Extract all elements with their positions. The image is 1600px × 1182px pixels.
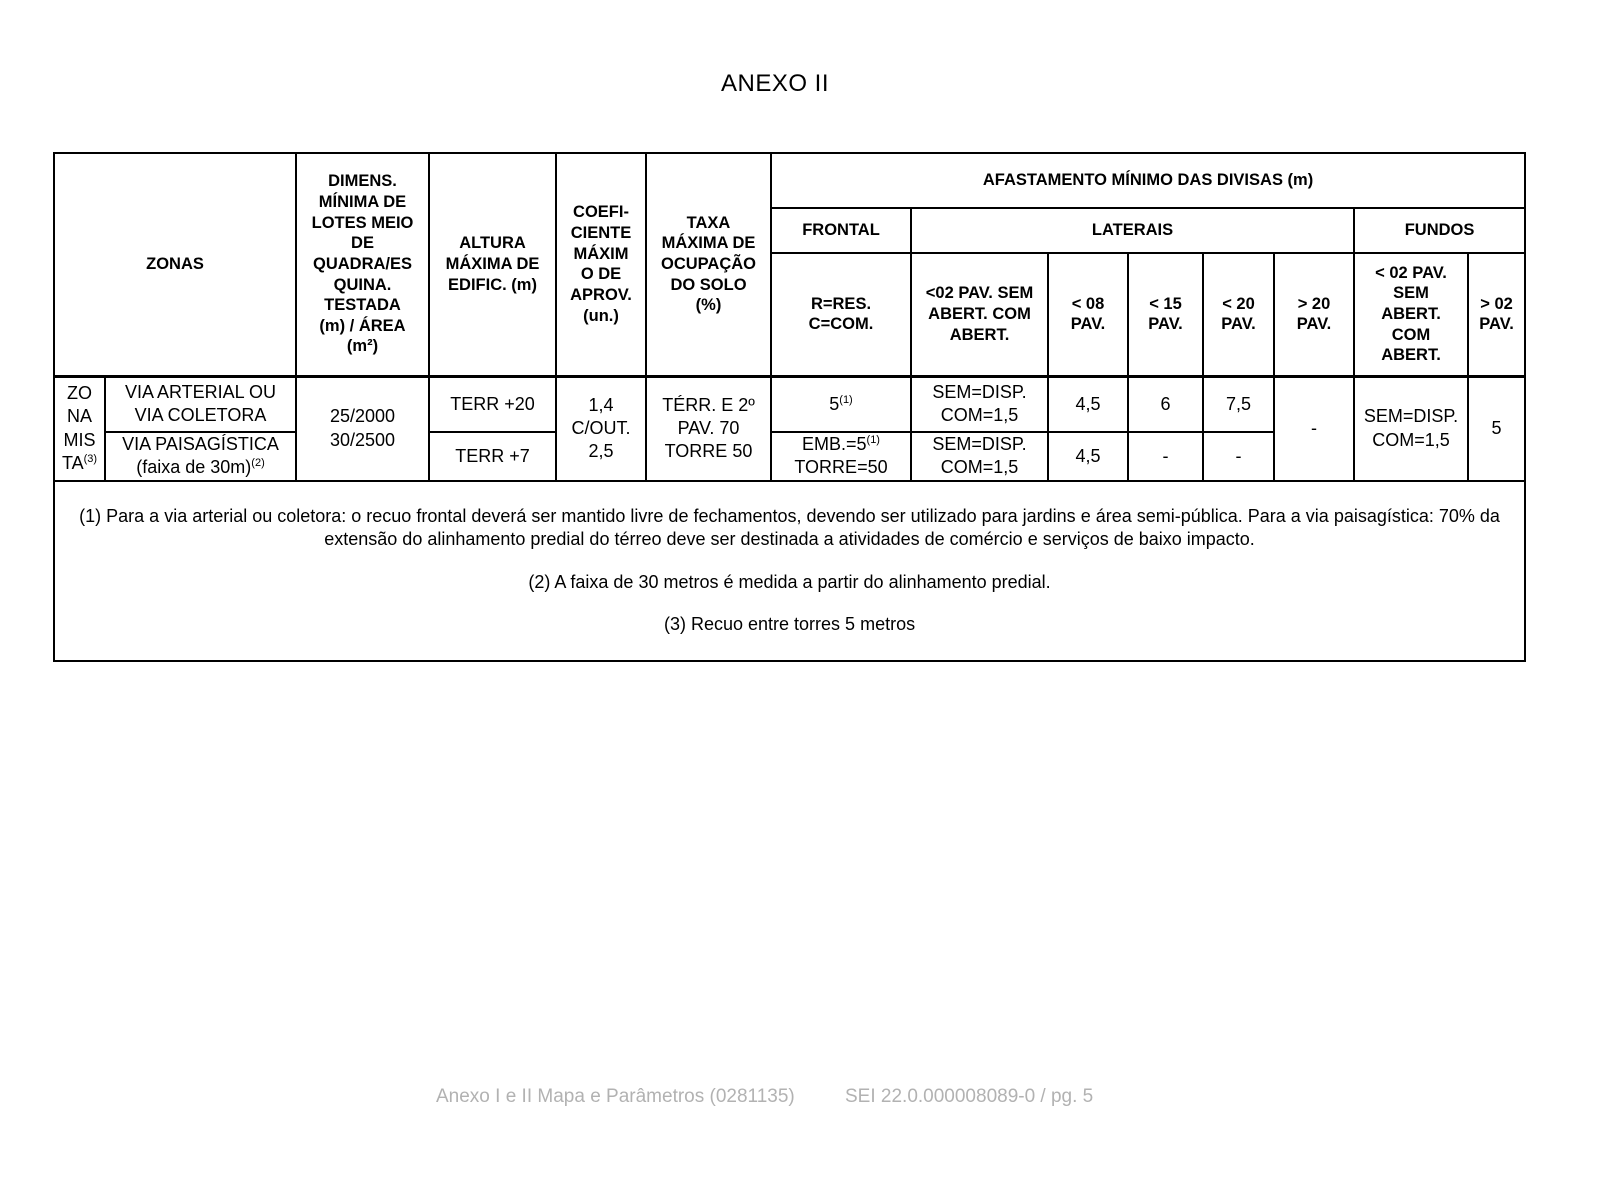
header-fundos: FUNDOS	[1354, 208, 1525, 253]
header-fundos-02pav: < 02 PAV. SEM ABERT. COM ABERT.	[1354, 253, 1468, 376]
cell-zona-mista: ZO NA MIS TA$^{(3)}$	[54, 376, 105, 481]
footnote-ref-1b: (1)	[866, 434, 880, 446]
footer-sei-page-number: SEI 22.0.000008089-0 / pg. 5	[845, 1086, 1094, 1107]
header-fundos-maior-02pav: > 02 PAV.	[1468, 253, 1525, 376]
cell-via-arterial-coletora: VIA ARTERIAL OU VIA COLETORA	[105, 376, 296, 432]
cell-dimensao-valor: 25/2000 30/2500	[296, 376, 429, 481]
header-taxa-ocupacao: TAXA MÁXIMA DE OCUPAÇÃO DO SOLO (%)	[646, 153, 771, 376]
footnotes-cell	[54, 481, 1525, 661]
cell-lateral-08pav-paisagistica: 4,5	[1048, 432, 1128, 481]
footer-document-name: Anexo I e II Mapa e Parâmetros (0281135)	[436, 1086, 795, 1107]
parameters-table	[53, 152, 1526, 662]
header-afastamento-minimo: AFASTAMENTO MÍNIMO DAS DIVISAS (m)	[771, 153, 1525, 208]
cell-lateral-15pav-arterial: 6	[1128, 376, 1203, 432]
footnote-3: (3) Recuo entre torres 5 metros	[663, 614, 916, 635]
footnote-ref-2: (2)	[251, 457, 265, 470]
cell-lateral-20pav-paisagistica: -	[1203, 432, 1274, 481]
cell-frontal-paisagistica: $EMB.=5^{(1)}$ TORRE=50	[771, 432, 911, 481]
cell-lateral-maior-20pav: -	[1274, 376, 1354, 481]
header-coeficiente-aprov: COEFI- CIENTE MÁXIM O DE APROV. (un.)	[556, 153, 646, 376]
cell-altura-paisagistica: TERR +7	[429, 432, 556, 481]
header-frontal: FRONTAL	[771, 208, 911, 253]
header-zonas: ZONAS	[54, 153, 296, 376]
footnote-2: (2) A faixa de 30 metros é medida a partir do alinhamento predial.	[528, 571, 1051, 592]
cell-altura-arterial: TERR +20	[429, 376, 556, 432]
footnote-ref-1: (1)	[839, 393, 853, 406]
cell-lateral-08pav-arterial: 4,5	[1048, 376, 1128, 432]
header-lateral-02pav: <02 PAV. SEM ABERT. COM ABERT.	[911, 253, 1048, 376]
cell-via-paisagistica: VIA PAISAGÍSTICA (faixa de 30m)$^{(2)}$	[105, 432, 296, 481]
cell-frontal-arterial: 5$^{(1)}$	[771, 376, 911, 432]
header-lateral-15pav: < 15 PAV.	[1128, 253, 1203, 376]
header-dimensao-minima: DIMENS. MÍNIMA DE LOTES MEIO DE QUADRA/ES QUINA. TESTADA (m) / ÁREA (m²)	[296, 153, 429, 376]
header-frontal-res-com: R=RES. C=COM.	[771, 253, 911, 376]
cell-lateral-02pav-arterial: SEM=DISP. COM=1,5	[911, 376, 1048, 432]
header-lateral-maior-20pav: > 20 PAV.	[1274, 253, 1354, 376]
cell-coeficiente-valor: 1,4 C/OUT. 2,5	[556, 376, 646, 481]
header-lateral-08pav: < 08 PAV.	[1048, 253, 1128, 376]
header-altura-maxima: ALTURA MÁXIMA DE EDIFIC. (m)	[429, 153, 556, 376]
header-laterais: LATERAIS	[911, 208, 1354, 253]
cell-lateral-02pav-paisagistica: SEM=DISP. COM=1,5	[911, 432, 1048, 481]
footnote-ref-3: (3)	[83, 453, 98, 466]
page-title: ANEXO II	[720, 70, 830, 97]
cell-fundos-maior-02pav: 5	[1468, 376, 1525, 481]
cell-taxa-valor: TÉRR. E 2º PAV. 70 TORRE 50	[646, 376, 771, 481]
cell-lateral-20pav-arterial: 7,5	[1203, 376, 1274, 432]
header-lateral-20pav: < 20 PAV.	[1203, 253, 1274, 376]
cell-fundos-02pav: SEM=DISP. COM=1,5	[1354, 376, 1468, 481]
footnote-1: (1) Para a via arterial ou coletora: o recuo frontal deverá ser mantido livre de fechamentos, devendo ser utilizado para jardins e área semi-pública. Para a via paisagística: 70% da extensão do alinhamento predial do térreo deve ser destinada a atividades de comércio e serviços de baixo impacto.	[79, 506, 1500, 550]
cell-lateral-15pav-paisagistica: -	[1128, 432, 1203, 481]
